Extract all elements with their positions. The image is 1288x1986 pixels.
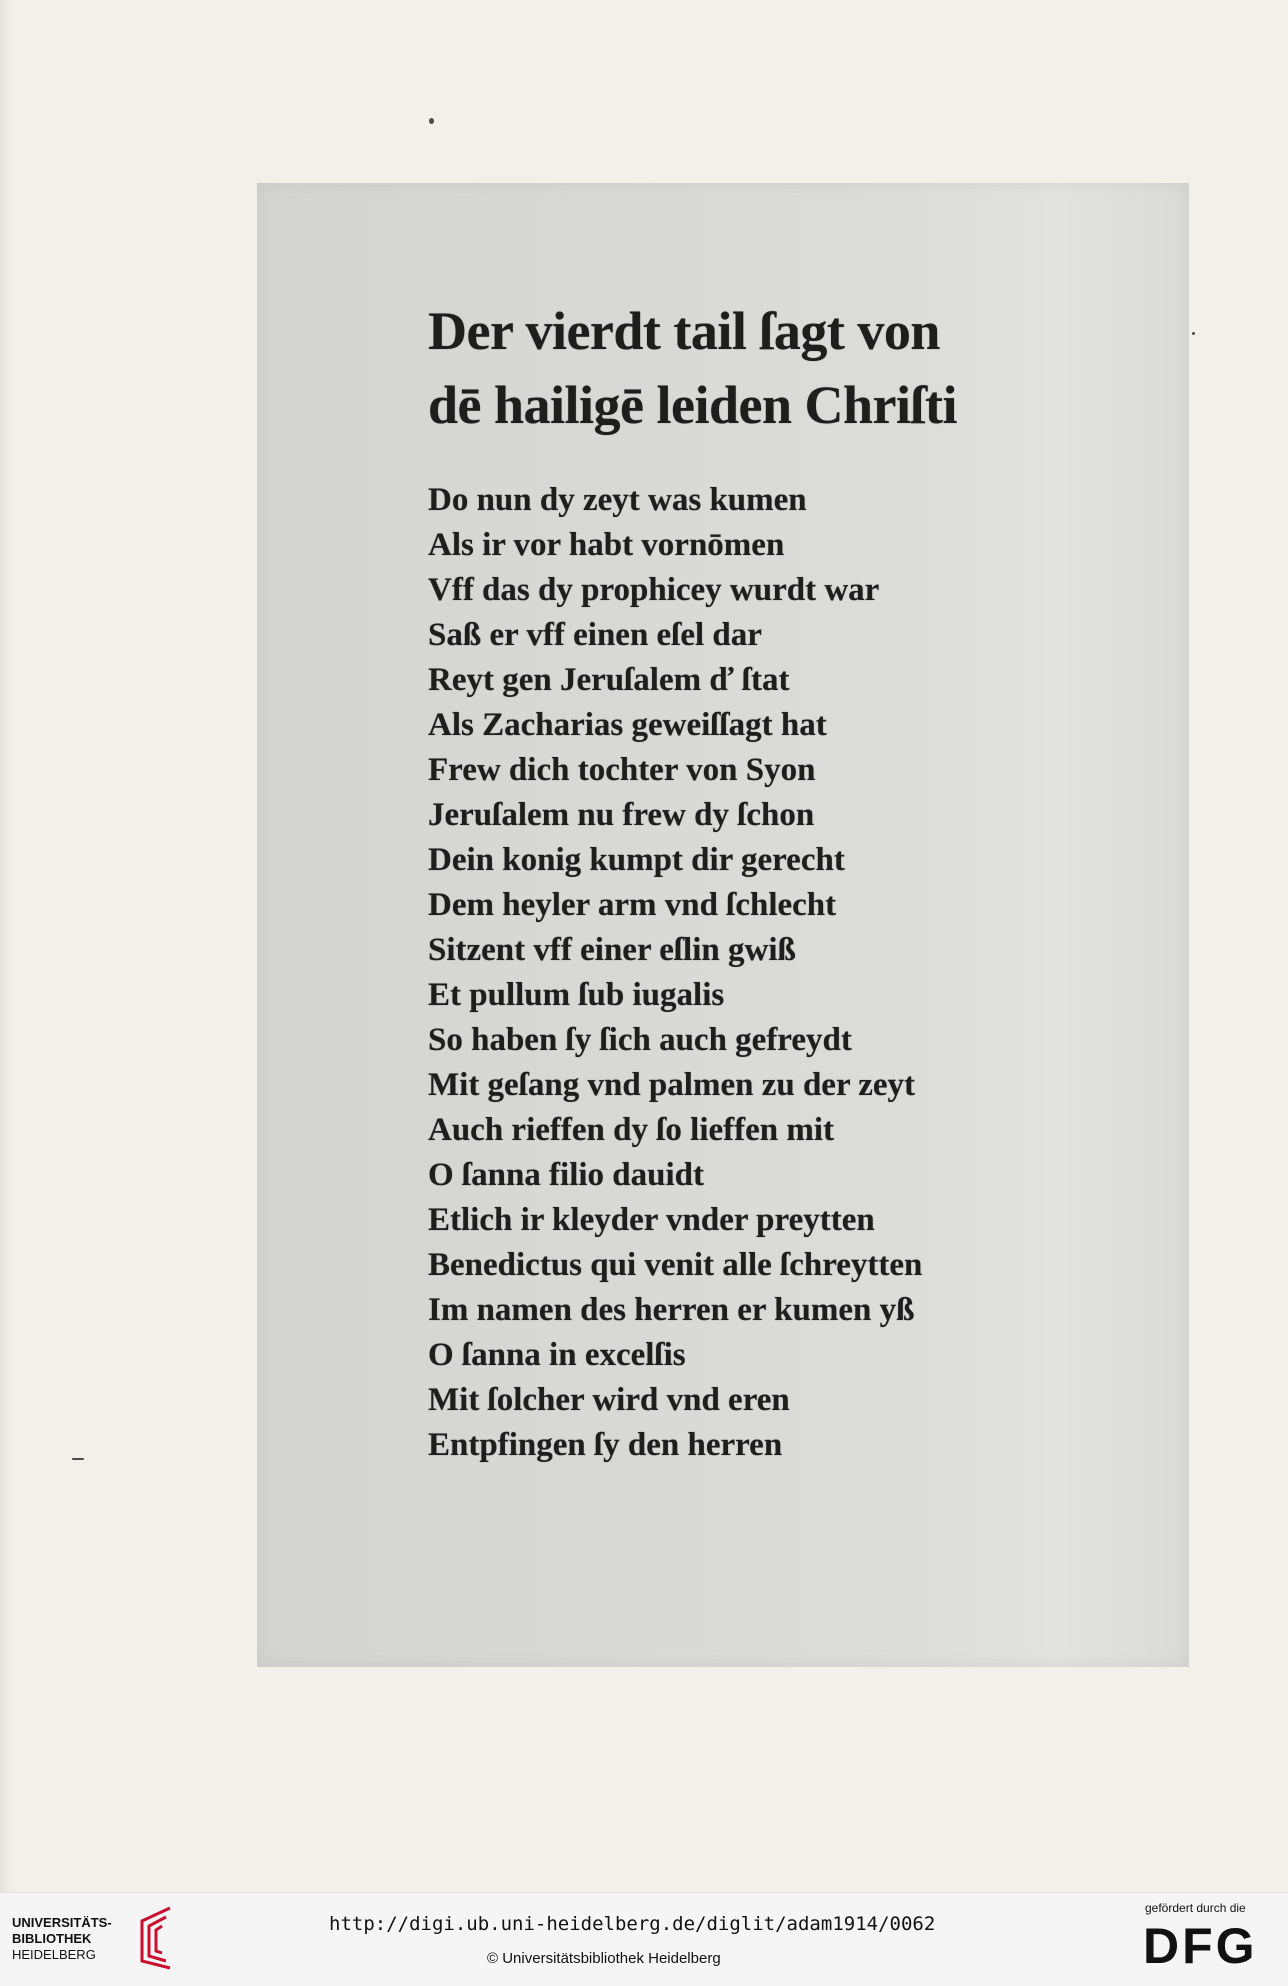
- verse-line: Sitzent vff einer eſlin gwiß: [428, 932, 796, 968]
- speck: [72, 1458, 84, 1460]
- verse-line: Benedictus qui venit alle ſchreytten: [428, 1247, 923, 1283]
- speck: [1192, 332, 1195, 335]
- verse-line: Frew dich tochter von Syon: [428, 752, 816, 788]
- verse-line: So haben ſy ſich auch gefreydt: [428, 1022, 852, 1058]
- verse-line: Vff das dy prophicey wurdt war: [428, 572, 880, 608]
- verse-line: Dem heyler arm vnd ſchlecht: [428, 887, 837, 923]
- verse-line: Etlich ir kleyder vnder preytten: [428, 1202, 875, 1238]
- funding-label: gefördert durch die: [1145, 1901, 1246, 1915]
- viewer-footer: [0, 1892, 1288, 1986]
- chapter-title-line: Der vierdt tail ſagt von: [428, 301, 940, 361]
- verse-line: Im namen des herren er kumen yß: [428, 1292, 915, 1328]
- verse-line: Mit ſolcher wird vnd eren: [428, 1382, 790, 1418]
- verse-line: Et pullum ſub iugalis: [428, 977, 725, 1013]
- verse-line: Do nun dy zeyt was kumen: [428, 482, 807, 518]
- permalink-url[interactable]: http://digi.ub.uni-heidelberg.de/diglit/adam1914/0062: [329, 1913, 936, 1935]
- chapter-title: [428, 294, 957, 442]
- verse-line: Saß er vff einen eſel dar: [428, 617, 762, 653]
- chapter-title-line: dē hailigē leiden Chriſti: [428, 375, 958, 435]
- verse-line: Auch rieffen dy ſo lieffen mit: [428, 1112, 835, 1148]
- scanned-page-plate: [257, 183, 1189, 1667]
- verse-line: O ſanna filio dauidt: [428, 1157, 705, 1193]
- verse-line: Mit geſang vnd palmen zu der zeyt: [428, 1067, 916, 1103]
- verse-line: Reyt gen Jeruſalem ď ſtat: [428, 662, 790, 698]
- speck: [429, 118, 434, 124]
- library-name-line: UNIVERSITÄTS-: [12, 1915, 112, 1930]
- verse-line: Entpfingen ſy den herren: [428, 1427, 783, 1463]
- verse-line: Jeruſalem nu frew dy ſchon: [428, 797, 815, 833]
- verse-line: Dein konig kumpt dir gerecht: [428, 842, 845, 878]
- library-name-line: HEIDELBERG: [12, 1947, 96, 1962]
- dfg-logo: DFG: [1143, 1918, 1258, 1974]
- verse-line: Als ir vor habt vornōmen: [428, 527, 785, 563]
- verse-block: [428, 478, 922, 1468]
- copyright-notice: © Universitätsbibliothek Heidelberg: [487, 1950, 721, 1967]
- library-logo-text: [12, 1915, 112, 1963]
- verse-line: Als Zacharias geweiſſagt hat: [428, 707, 827, 743]
- ub-heidelberg-logo-icon: [134, 1905, 174, 1971]
- library-name-line: BIBLIOTHEK: [12, 1931, 92, 1946]
- page-edge-shadow: [0, 0, 14, 1892]
- verse-line: O ſanna in excelſis: [428, 1337, 686, 1373]
